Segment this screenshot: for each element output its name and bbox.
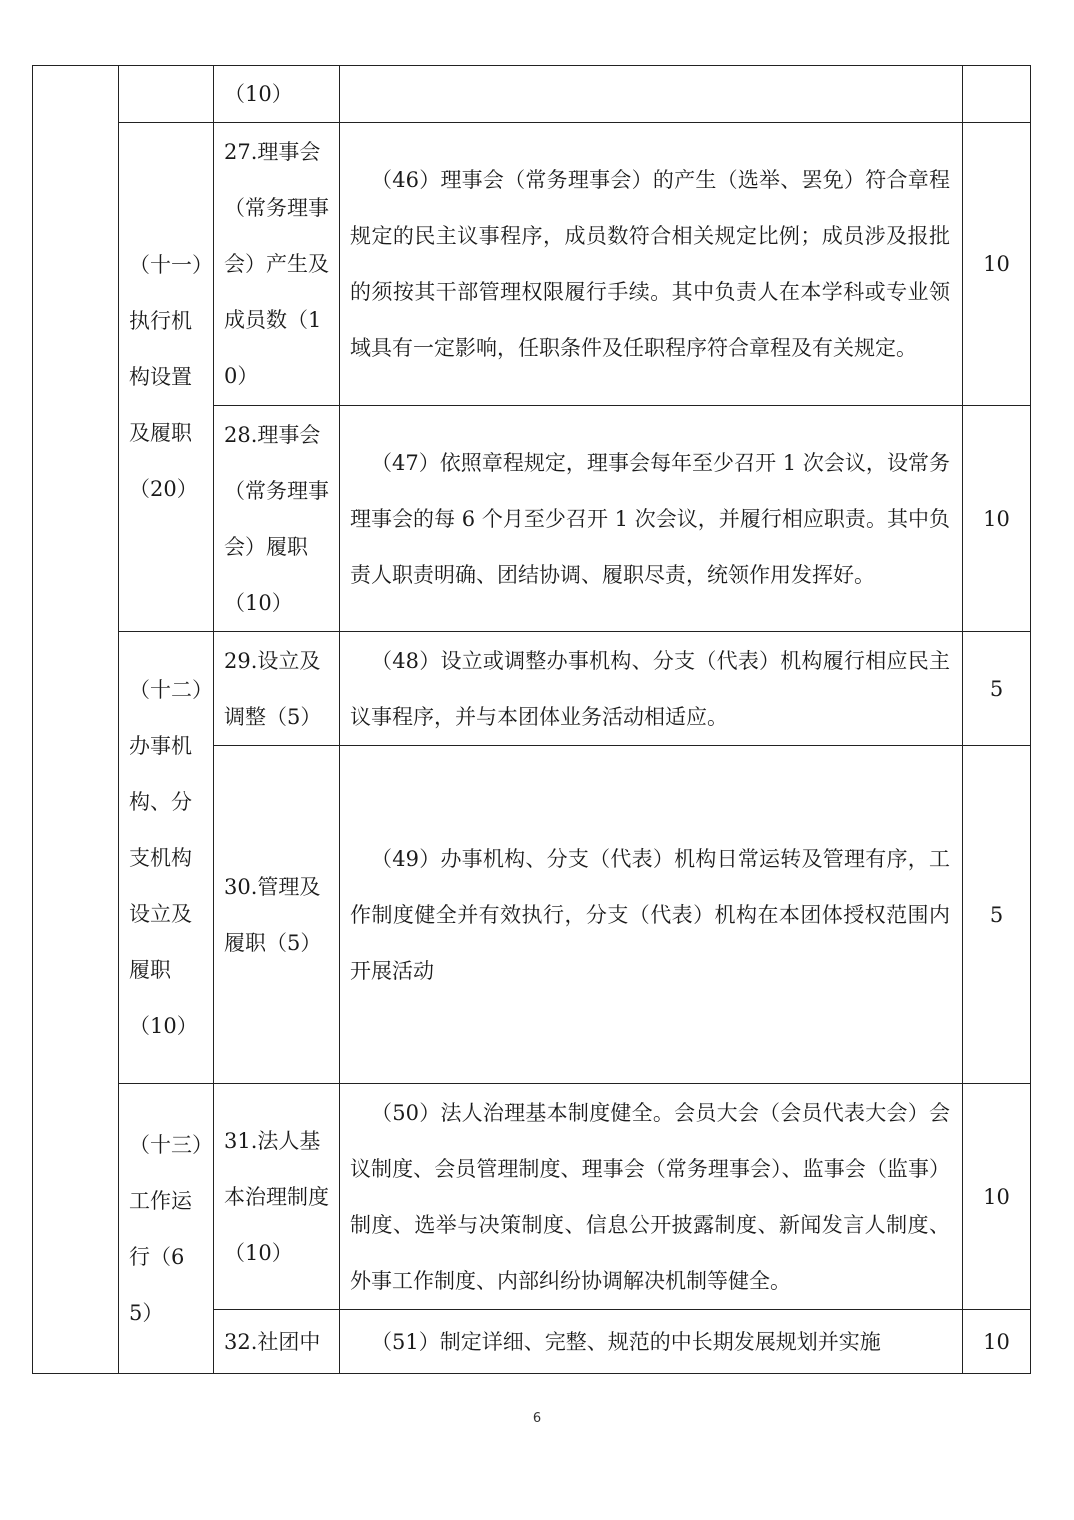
item-cell: 32.社团中 xyxy=(214,1310,340,1374)
table-row xyxy=(33,123,1031,406)
score-cell xyxy=(963,66,1031,123)
content-cell: （46）理事会（常务理事会）的产生（选举、罢免）符合章程规定的民主议事程序，成员数符合相关规定比例；成员涉及报批的须按其干部管理权限履行手续。其中负责人在本学科或专业领域具有一定影响，任职条件及任职程序符合章程及有关规定。 xyxy=(340,123,963,406)
score-cell: 10 xyxy=(963,1310,1031,1374)
score-cell: 10 xyxy=(963,1084,1031,1310)
score-cell: 5 xyxy=(963,746,1031,1084)
item-cell: 31.法人基本治理制度（10） xyxy=(214,1084,340,1310)
content-cell: （47）依照章程规定，理事会每年至少召开 1 次会议，设常务理事会的每 6 个月至少召开 1 次会议，并履行相应职责。其中负责人职责明确、团结协调、履职尽责，统领作用发挥好。 xyxy=(340,406,963,632)
content-cell: （50）法人治理基本制度健全。会员大会（会员代表大会）会议制度、会员管理制度、理事会（常务理事会）、监事会（监事）制度、选举与决策制度、信息公开披露制度、新闻发言人制度、外事工作制度、内部纠纷协调解决机制等健全。 xyxy=(340,1084,963,1310)
level-two-category-cell xyxy=(119,66,214,123)
content-cell: （48）设立或调整办事机构、分支（代表）机构履行相应民主议事程序，并与本团体业务活动相适应。 xyxy=(340,632,963,746)
content-cell: （51）制定详细、完整、规范的中长期发展规划并实施 xyxy=(340,1310,963,1374)
item-cell: 30.管理及履职（5） xyxy=(214,746,340,1084)
item-cell: 28.理事会（常务理事会）履职（10） xyxy=(214,406,340,632)
score-cell: 10 xyxy=(963,406,1031,632)
level-two-category-cell: （十三）工作运行（65） xyxy=(119,1084,214,1374)
table-row xyxy=(33,1084,1031,1310)
item-cell: 29.设立及调整（5） xyxy=(214,632,340,746)
item-cell: （10） xyxy=(214,66,340,123)
content-cell: （49）办事机构、分支（代表）机构日常运转及管理有序，工作制度健全并有效执行，分支（代表）机构在本团体授权范围内开展活动 xyxy=(340,746,963,1084)
score-cell: 5 xyxy=(963,632,1031,746)
content-cell xyxy=(340,66,963,123)
item-cell: 27.理事会（常务理事会）产生及成员数（10） xyxy=(214,123,340,406)
table-row xyxy=(33,66,1031,123)
table-row xyxy=(33,632,1031,746)
page-number: 6 xyxy=(532,1411,542,1426)
level-two-category-cell: （十二）办事机构、分支机构设立及履职（10） xyxy=(119,632,214,1084)
level-two-category-cell: （十一）执行机构设置及履职（20） xyxy=(119,123,214,632)
evaluation-table xyxy=(32,65,1031,1374)
score-cell: 10 xyxy=(963,123,1031,406)
level-one-category-cell xyxy=(33,66,119,1374)
